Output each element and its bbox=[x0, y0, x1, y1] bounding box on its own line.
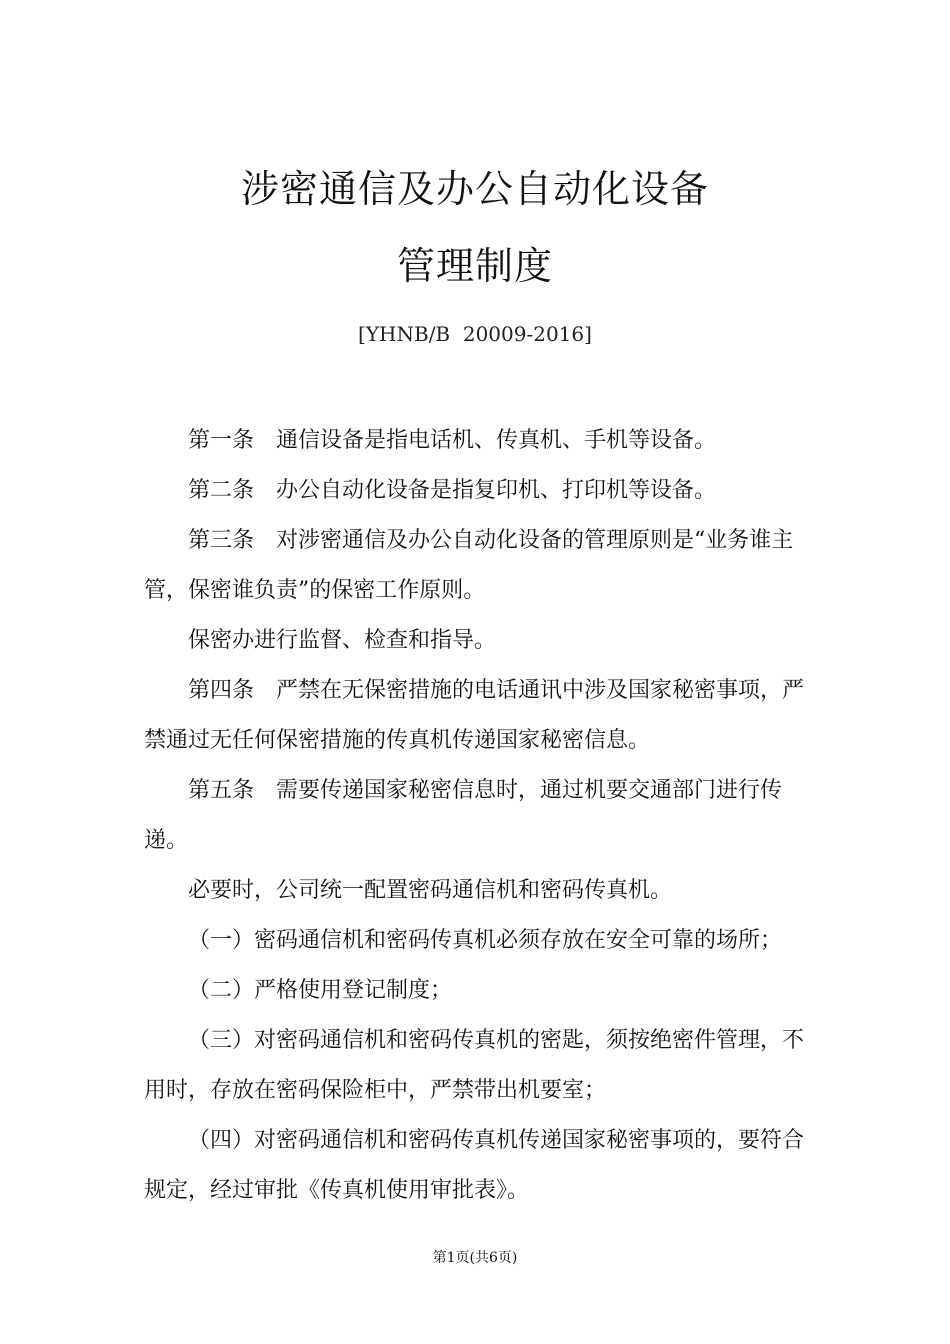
document-body bbox=[144, 416, 806, 1216]
document-title-line2: 管理制度 bbox=[396, 244, 553, 288]
article-3: 第三条 对涉密通信及办公自动化设备的管理原则是“业务谁主管，保密谁负责”的保密工作原则。 bbox=[144, 528, 794, 603]
document-code: [YHNB/B 20009-2016] bbox=[358, 322, 592, 346]
item-4: （四）对密码通信机和密码传真机传递国家秘密事项的，要符合规定，经过审批《传真机使用审批表》。 bbox=[144, 1128, 805, 1203]
article-4: 第四条 严禁在无保密措施的电话通讯中涉及国家秘密事项，严禁通过无任何保密措施的传真机传递国家秘密信息。 bbox=[144, 678, 805, 753]
supervision-note: 保密办进行监督、检查和指导。 bbox=[188, 628, 497, 653]
item-3: （三）对密码通信机和密码传真机的密匙，须按绝密件管理，不用时，存放在密码保险柜中，严禁带出机要室； bbox=[144, 1028, 805, 1103]
item-2: （二）严格使用登记制度； bbox=[188, 978, 453, 1003]
necessity-note: 必要时，公司统一配置密码通信机和密码传真机。 bbox=[188, 878, 673, 903]
document-title-line1: 涉密通信及办公自动化设备 bbox=[240, 167, 709, 211]
article-5: 第五条 需要传递国家秘密信息时，通过机要交通部门进行传递。 bbox=[144, 778, 783, 853]
article-2: 第二条 办公自动化设备是指复印机、打印机等设备。 bbox=[188, 478, 717, 503]
article-1: 第一条 通信设备是指电话机、传真机、手机等设备。 bbox=[188, 428, 717, 453]
item-1: （一）密码通信机和密码传真机必须存放在安全可靠的场所； bbox=[188, 928, 783, 953]
page-footer: 第1页(共6页) bbox=[432, 1250, 518, 1266]
